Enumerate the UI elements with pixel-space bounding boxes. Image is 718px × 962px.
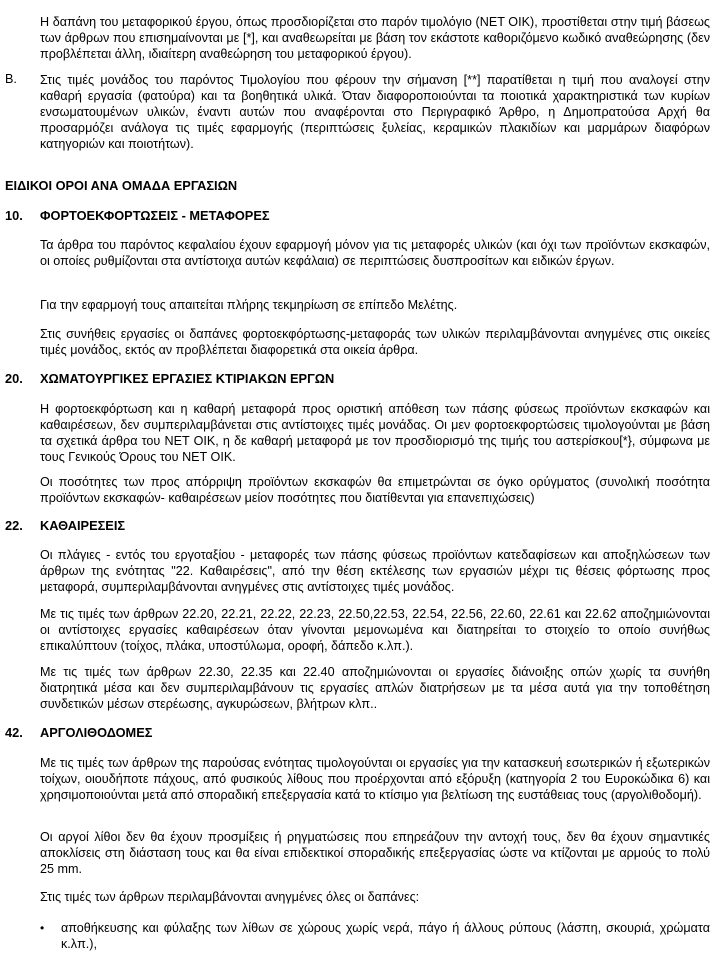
bullet-icon: • (40, 921, 45, 935)
section-paragraph: Στις συνήθεις εργασίες οι δαπάνες φορτοεκφόρτωσης-μεταφοράς των υλικών περιλαμβάνονται ανηγμένες στις οικείες τιμές μονάδος, εκτός αν προβλέπεται διαφορετικά στα οικεία άρθρα. (40, 327, 710, 357)
bullet-list-item: αποθήκευσης και φύλαξης των λίθων σε χώρους χωρίς νερά, πάγο ή άλλους ρύπους (λάσπη, σκουριά, χρώματα κ.λπ.), (61, 921, 710, 951)
section-paragraph: Με τις τιμές των άρθρων 22.30, 22.35 και 22.40 αποζημιώνονται οι εργασίες διάνοιξης οπών χωρίς τα συνήθη διατρητικά μέσα και δεν συμπεριλαμβάνουν τις εργασίες απλών διατρήσεων με τα μέσα αυτά για την τοποθέτηση συνδετικών μέσων στερέωσης, αγκυρώσεων, βλήτρων κλπ.. (40, 665, 710, 711)
section-number: 42. (5, 725, 23, 740)
section-number: 10. (5, 208, 23, 223)
section-title: ΚΑΘΑΙΡΕΣΕΙΣ (40, 518, 126, 533)
section-title: ΧΩΜΑΤΟΥΡΓΙΚΕΣ ΕΡΓΑΣΙΕΣ ΚΤΙΡΙΑΚΩΝ ΕΡΓΩΝ (40, 371, 335, 386)
intro-paragraph: Η δαπάνη του μεταφορικού έργου, όπως προσδιορίζεται στο παρόν τιμολόγιο (ΝΕΤ ΟΙΚ), προστίθεται στην τιμή βάσεως των άρθρων που επισημαίνονται με [*], και αναθεωρείται με βάση τον εκάστοτε καθοριζόμενο κωδικό αναθεώρησης (δεν προβλέπεται άλλη, ιδιαίτερη αναθεώρηση του μεταφορικού έργου). (40, 15, 710, 61)
section-number: 22. (5, 518, 23, 533)
section-paragraph: Με τις τιμές των άρθρων της παρούσας ενότητας τιμολογούνται οι εργασίες για την κατασκευή εσωτερικών ή εξωτερικών τοίχων, οιουδήποτε πάχους, από φυσικούς λίθους που προέρχονται από εξόρυξη (κατηγορία 2 του Ευροκώδικα 6) και χρησιμοποιούνται μετά από σποραδική επεξεργασία κατά το κτίσιμο για βελτίωση της ευστάθειας τους (αργολιθοδομή). (40, 756, 710, 802)
note-b-block (0, 72, 718, 152)
section-paragraph: Για την εφαρμογή τους απαιτείται πλήρης τεκμηρίωση σε επίπεδο Μελέτης. (40, 298, 458, 312)
note-b-text: Στις τιμές μονάδος του παρόντος Τιμολογίου που φέρουν την σήμανση [**] παρατίθεται η τιμή που αναλογεί στην καθαρή εργασία (φατούρα) και τα βοηθητικά υλικά. Όταν διαφοροποιούνται τα ποιοτικά χαρακτηριστικά των κυρίων ενσωματουμένων υλικών, έναντι αυτών που αναφέρονται στο Περιγραφικό Άρθρο, η Δημοπρατούσα Αρχή θα προσαρμόζει ανάλογα τις τιμές εφαρμογής (περιπτώσεις ξυλείας, κεραμικών πλακιδίων και μαρμάρων διαφόρων κατηγοριών και ποιοτήτων). (40, 73, 710, 151)
section-paragraph: Οι αργοί λίθοι δεν θα έχουν προσμίξεις ή ρηγματώσεις που επηρεάζουν την αντοχή τους, δεν θα έχουν σημαντικές αποκλίσεις στη διάσταση τους και θα είναι επιδεκτικοί σποραδικής επεξεργασίας ώστε να κτίζονται με αρμούς το πολύ 25 mm. (40, 830, 710, 876)
section-title: ΑΡΓΟΛΙΘΟΔΟΜΕΣ (40, 725, 153, 740)
section-paragraph: Οι πλάγιες - εντός του εργοταξίου - μεταφορές των πάσης φύσεως προϊόντων κατεδαφίσεων και αποξηλώσεων των άρθρων της ενότητας "22. Καθαιρέσεις", από την θέση εκτέλεσης των εργασιών μέχρι τις θέσεις φόρτωσης προς μεταφορά, συμπεριλαμβάνονται ανηγμένες στις αντίστοιχες τιμές μονάδος. (40, 548, 710, 594)
section-number: 20. (5, 371, 23, 386)
note-b-label: Β. (5, 72, 17, 86)
section-paragraph: Στις τιμές των άρθρων περιλαμβάνονται ανηγμένες όλες οι δαπάνες: (40, 890, 420, 904)
section-paragraph: Με τις τιμές των άρθρων 22.20, 22.21, 22.22, 22.23, 22.50,22.53, 22.54, 22.56, 22.60, 22.61 και 22.62 αποζημιώνονται οι αντίστοιχες εργασίες καθαιρέσεων όταν γίνονται μεμονωμένα και διατηρείται το στοιχείο το οποίο συνήθως επικαλύπτουν (τοίχος, πλάκα, υποστύλωμα, οροφή, δάπεδο κ.λπ.). (40, 607, 710, 653)
section-paragraph: Η φορτοεκφόρτωση και η καθαρή μεταφορά προς οριστική απόθεση των πάσης φύσεως προϊόντων εκσκαφών και καθαιρέσεων, δεν συμπεριλαμβάνεται στις αντίστοιχες τιμές μονάδας. Οι μεν φορτοεκφορτώσεις τιμολογούνται με βάση τα σχετικά άρθρα του ΝΕΤ ΟΙΚ, η δε καθαρή μεταφορά με τον προσδιορισμό της τιμής του αστερίσκου[*}, σύμφωνα με τους Γενικούς Όρους του ΝΕΤ ΟΙΚ. (40, 402, 710, 464)
section-paragraph: Οι ποσότητες των προς απόρριψη προϊόντων εκσκαφών θα επιμετρώνται σε όγκο ορύγματος (συνολική ποσότητα προϊόντων εκσκαφών- καθαιρέσεων μείον ποσότητες που διατίθενται για επανεπιχώσεις) (40, 475, 710, 505)
special-terms-heading: ΕΙΔΙΚΟΙ ΟΡΟΙ ΑΝΑ ΟΜΑΔΑ ΕΡΓΑΣΙΩΝ (5, 178, 238, 193)
section-paragraph: Τα άρθρα του παρόντος κεφαλαίου έχουν εφαρμογή μόνον για τις μεταφορές υλικών (και όχι των προϊόντων εκσκαφών, οι οποίες ρυθμίζονται στα αντίστοιχα αυτών κεφάλαια) σε περιπτώσεις δυσπροσίτων και ειδικών έργων. (40, 238, 710, 268)
section-title: ΦΟΡΤΟΕΚΦΟΡΤΩΣΕΙΣ - ΜΕΤΑΦΟΡΕΣ (40, 208, 270, 223)
